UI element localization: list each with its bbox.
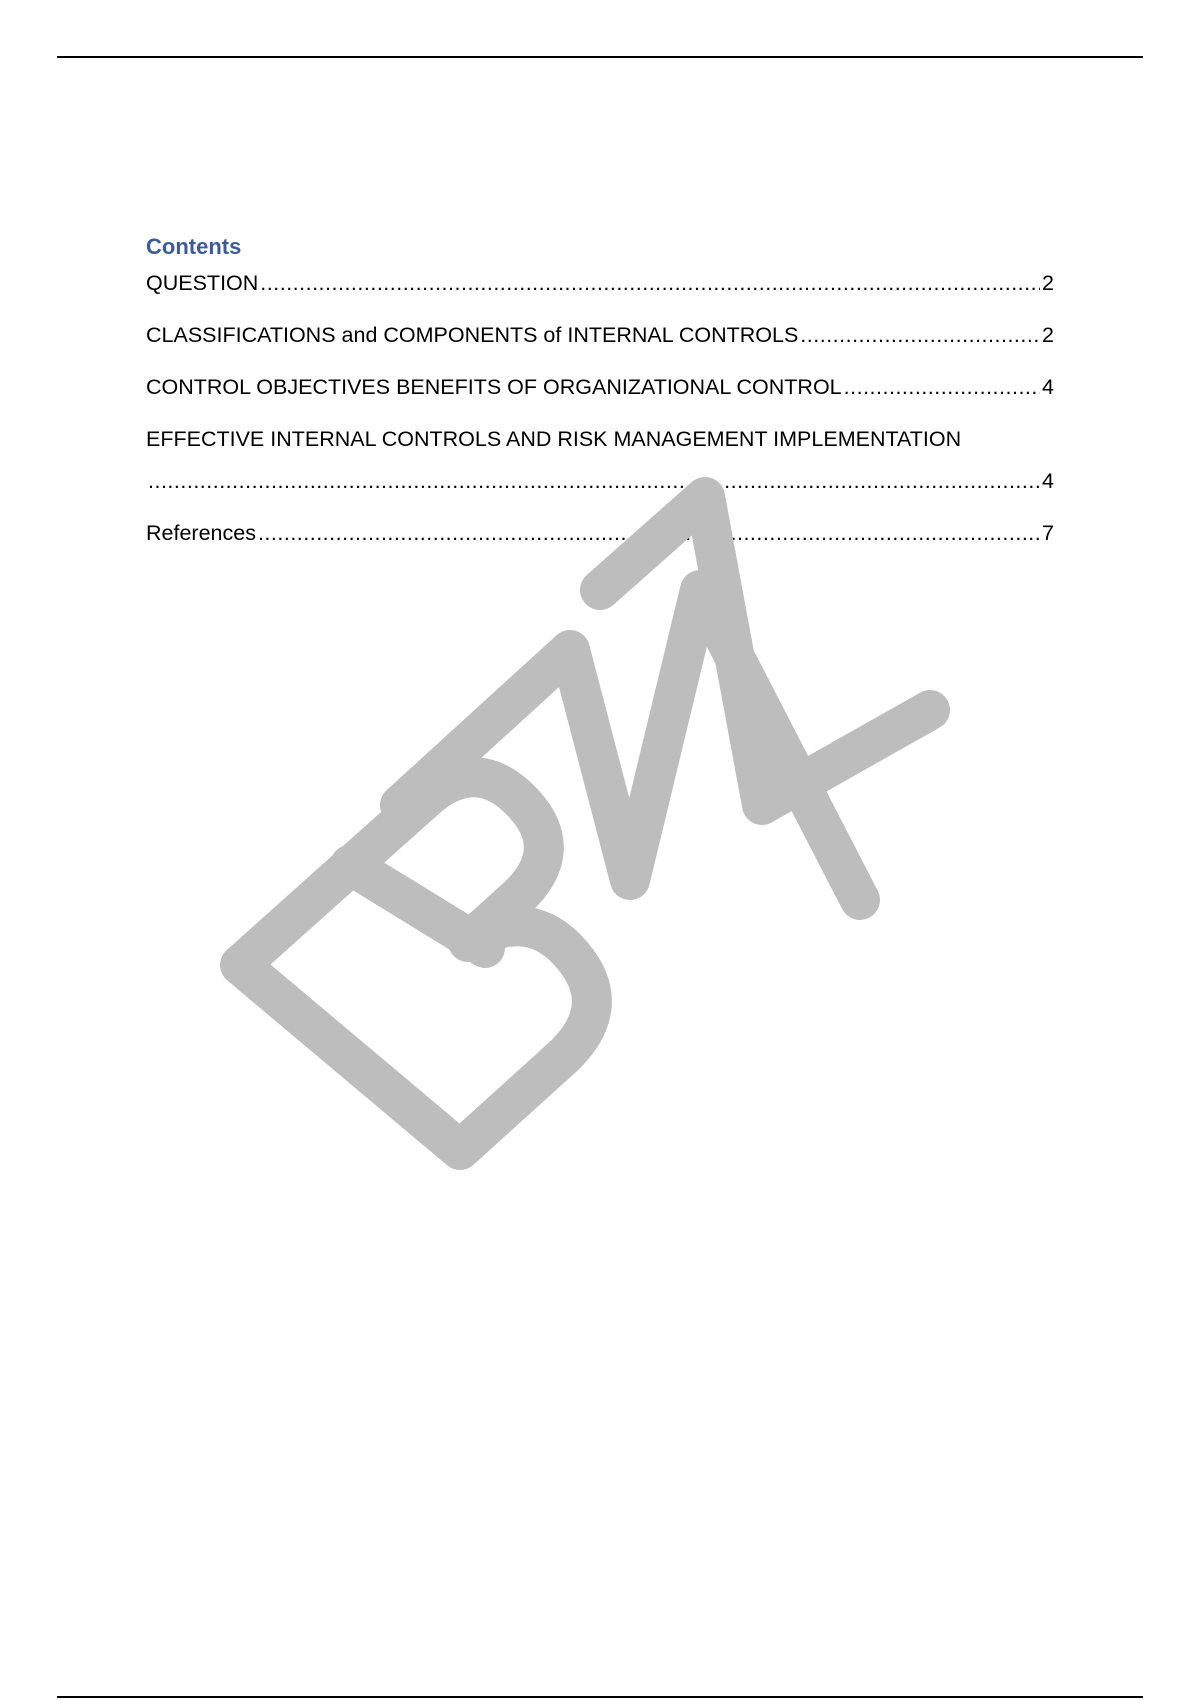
dot-leader (800, 322, 1040, 348)
toc-entry-effective-controls[interactable] (146, 426, 1054, 494)
toc-entry-page: 4 (1042, 375, 1054, 399)
toc-entry-page: 2 (1042, 271, 1054, 295)
watermark-letter-b (240, 777, 592, 1150)
toc-entry-title: QUESTION (146, 271, 259, 295)
toc-entry-page: 7 (1042, 521, 1054, 545)
toc-entry-title: CONTROL OBJECTIVES BENEFITS OF ORGANIZATIONAL CONTROL (146, 375, 842, 399)
toc-entry-question[interactable] (146, 270, 1054, 296)
toc-entry-classifications[interactable] (146, 322, 1054, 348)
toc-entry-control-objectives[interactable] (146, 374, 1054, 400)
toc-entry-references[interactable] (146, 520, 1054, 546)
toc-entry-title: References (146, 521, 256, 545)
watermark-letter-m (400, 590, 860, 900)
dot-leader (148, 468, 1040, 494)
toc-heading: Contents (146, 234, 242, 259)
dot-leader (844, 374, 1040, 400)
footer-rule (57, 1696, 1143, 1698)
toc-entry-page: 4 (1042, 469, 1054, 493)
toc-entry-page: 2 (1042, 323, 1054, 347)
toc-entry-title: CLASSIFICATIONS and COMPONENTS of INTERNAL CONTROLS (146, 323, 799, 347)
table-of-contents (146, 232, 1054, 572)
toc-entry-title: EFFECTIVE INTERNAL CONTROLS AND RISK MANAGEMENT IMPLEMENTATION (146, 427, 962, 451)
dot-leader (260, 270, 1040, 296)
header-rule (57, 56, 1143, 58)
dot-leader (258, 520, 1040, 546)
watermark-letter-b-divider (350, 865, 485, 948)
toc-entry-continuation (146, 468, 1054, 494)
